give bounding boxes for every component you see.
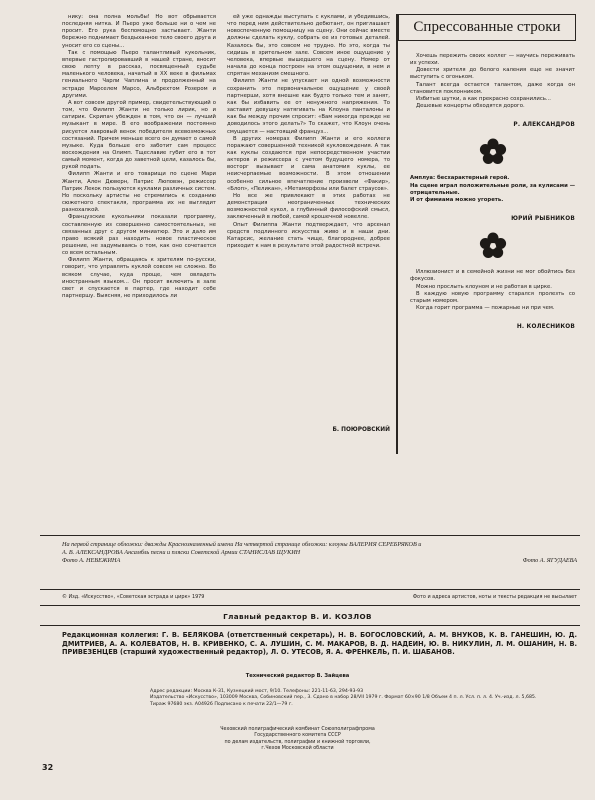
editorial-notice: Фото и адреса артистов, ноты и тексты редакция не высылает bbox=[412, 594, 577, 600]
aphorism: Можно прослыть клоуном и не работая в цирке. bbox=[416, 283, 552, 290]
paragraph: Филипп Жанти, обращаясь к зрителям по-русски, говорит, что управлять куклой совсем не сложно. Во всяком случае, куда проще, чем овладеть иностранным языком... Он просит включить в зале свет и спускается в партер, где находит себе партнершу. Выясняя, не приходилось ли bbox=[62, 257, 216, 300]
page-number: 32 bbox=[42, 763, 54, 772]
aphorisms-block-2 bbox=[410, 175, 575, 204]
paragraph: Французские кукольники показали программу, составленную из совершенно самостоятельных, не связанных друг с другом миниатюр. Это и дало им право всякий раз находить новое пластическое решение, не задумываясь о том, как оно сочетается со всем остальным. bbox=[62, 214, 216, 257]
paragraph: ей уже однажды выступать с куклами, и убедившись, что перед ним действительно дебютант, он приглашает новоспеченную помощницу на сцену. Они сейчас вместе должны сделать куклу, собрать ее из готовых деталей. Казалось бы, это совсем не трудно. Но это, когда ты сидишь в зрительном зале. Совсем иное ощущение у человека, впервые вышедшего на сцену. Номер от начала до конца построен на этом ощущении, в нем и спрятан механизм смешного. bbox=[227, 14, 390, 78]
photo-credit: Фото А. ЯГУДАЕВА bbox=[522, 557, 577, 565]
paragraph: А вот совсем другой пример, свидетельствующий о том, что Филипп Жанти не только лирик, но и сатирик. Скрипач убежден в том, что он — лучший музыкант в мире. В его воображении постоянно рисуется лавровый венок победителя всевозможных состязаний. Причем меньше всего он думает о самой музыке. Куда больше его заботит сам процесс восхождения на Олимп. Тщеславие губит его в тот самый момент, когда до заветной цели, казалось бы, рукой подать. bbox=[62, 99, 216, 171]
imprint-row bbox=[62, 594, 577, 600]
address-line: Издательство «Искусство», 103009 Москва, Собиновский пер., 3. Сдано в набор 28/VII 1979 г. Формат 60×90 1/8 Объем 4 п. л. Усл. п. л. 4. Уч.-изд. л. 5,685. bbox=[150, 695, 537, 701]
cover-captions bbox=[62, 541, 577, 566]
chief-editor: Главный редактор В. И. КОЗЛОВ bbox=[223, 612, 372, 621]
aphorism-author: Н. КОЛЕСНИКОВ bbox=[516, 324, 575, 331]
aphorism: Дешевые концерты обходятся дорого. bbox=[416, 103, 525, 110]
divider bbox=[40, 625, 580, 626]
paragraph: Опыт Филиппа Жанти подтверждает, что арсенал средств подлинного искусства живо и в наши дни. Катарсис, желание стать чище, благороднее, добрее приходит к нам в результате этой радостной встречи. bbox=[227, 221, 390, 249]
caption-line: На первой странице обложки: дважды Краснознаменный имени На четвертой странице обложки: клоуны ВАЛЕРИЯ СЕРЕБРЯКОВ и bbox=[62, 541, 422, 548]
divider bbox=[40, 589, 580, 590]
divider bbox=[40, 535, 580, 536]
divider bbox=[40, 605, 580, 606]
aphorism: Хочешь пережить своих коллег — научись переживать их успехи. bbox=[410, 53, 575, 67]
technical-editor: Технический редактор В. Зайцева bbox=[245, 673, 350, 679]
aphorism: Избитые шутки, а как прекрасно сохранились... bbox=[416, 95, 551, 102]
address-line: Адрес редакции: Москва К-31, Кузнецкий мост, 9/10. Телефоны: 221-11-63, 294-93-93 bbox=[150, 689, 364, 694]
aphorism: Амплуа: бесхарактерный герой. bbox=[410, 175, 510, 182]
aphorism: Когда горит программа — пожарные ни при чем. bbox=[416, 304, 555, 311]
paragraph: Филипп Жанти и его товарищи по сцене Мари Жанти, Ален Дюверн, Патрис Люповэн, режиссер Патрик Лекок пользуются куклами различных систем. Но поскольку артисты не стремились к созданию сюжетного спектакля, программа их не выглядит разнохалкой. bbox=[62, 171, 216, 214]
aphorism-author: ЮРИЙ РЫБНИКОВ bbox=[511, 216, 575, 223]
aphorism: Талант всегда остается талантом, даже когда он становится поклонником. bbox=[410, 81, 575, 95]
paragraph: В других номерах Филипп Жанти и его коллеги поражают совершенной техникой кукловождения. А так как куклы создаются при непосредственном участии актеров и режиссера с учетом будущего номера, то восторг вызывает и сама анатомия куклы, ее неисчерпаемые возможности. В этом отношении особенно сильное впечатление произвели «Факир», «Блоп», «Пеликан», «Метаморфозы или балет страусов». bbox=[227, 135, 390, 192]
aphorism: В каждую новую программу старался пролезть со старым номером. bbox=[410, 290, 575, 304]
printer-line: Чеховский полиграфический комбинат Союзполиграфпрома bbox=[220, 727, 375, 732]
aphorism: Иллюзионист и в семейной жизни не мог обойтись без фокусов. bbox=[410, 269, 575, 283]
article-column-2 bbox=[227, 14, 390, 434]
caption-line: А. В. АЛЕКСАНДРОВА Ансамбль песни и пляски Советской Армии СТАНИСЛАВ ЩУКИН bbox=[62, 549, 301, 557]
aphorism: На сцене играл положительные роли, за кулисами — отрицательные. bbox=[410, 182, 575, 196]
flower-ornament-icon bbox=[478, 137, 508, 167]
photo-credit: Фото А. НЕВЕЖИНА bbox=[62, 557, 121, 565]
publisher-address bbox=[150, 689, 575, 708]
aphorism: И от фимиама можно угореть. bbox=[410, 196, 504, 203]
column-divider bbox=[396, 14, 398, 454]
printer-line: по делам издательств, полиграфии и книжной торговли, bbox=[224, 739, 371, 745]
aphorism: Довести зрителя до белого каления еще не значит выступить с огоньком. bbox=[410, 67, 575, 81]
paragraph: Но все же привлекают в этих работах не демонстрация неограниченных технических возможностей кукол, а глубинный философский смысл, заключенный в любой, самой крошечной новелле. bbox=[227, 192, 390, 221]
aphorism-author: Р. АЛЕКСАНДРОВ bbox=[513, 122, 575, 129]
aphorisms-block-3 bbox=[410, 269, 575, 312]
flower-ornament-icon bbox=[478, 231, 508, 261]
sidebar-title: Спрессованные строки bbox=[398, 14, 576, 41]
sidebar-column bbox=[410, 14, 575, 454]
copyright-notice: © Изд. «Искусство», «Советская эстрада и цирк» 1979 bbox=[62, 594, 205, 600]
paragraph: нику: она полна мольбы! Но вот обрывается последняя нитка. И Пьеро уже больше ни о чем не просит. Его рука беспомощно застывает. Жанти бережно поднимает бездыханное тело своего друга и уносит его со сцены... bbox=[62, 14, 216, 49]
article-author: Б. ПОЮРОВСКИЙ bbox=[332, 426, 390, 433]
article-column-1 bbox=[62, 14, 216, 510]
printer-line: г.Чехов Московской области bbox=[261, 745, 334, 751]
aphorisms-block-1 bbox=[410, 53, 575, 110]
editorial-board: Редакционная коллегия: Г. В. БЕЛЯКОВА (ответственный секретарь), Н. В. БОГОСЛОВСКИЙ, А. М. ВНУКОВ, К. В. ГАНЕШИН, Ю. Д. ДМИТРИЕВ, А. А. КОЛЕВАТОВ, Н. В. КРИВЕНКО, С. А. ЛУШИН, С. М. МАКАРОВ, В. Д. НАДЕИН, Ю. В. НИКУЛИН, Л. М. ОШАНИН, Н. В. ПРИВЕЗЕНЦЕВ (старший художественный редактор), Л. О. УТЕСОВ, Я. А. ФРЕНКЕЛЬ, П. И. ШАБАНОВ. bbox=[62, 631, 577, 657]
paragraph: Так с помощью Пьеро талантливый кукольник, впервые гастролировавший в нашей стране, вносит свою лепту в рассказ, посвященный судьбе маленького человека, начатый в XX веке в фильмах гениального Чарли Чаплина и продолженный на эстраде Марселем Марсо, Альбрехтом Розером и другими. bbox=[62, 49, 216, 99]
printer-line: Государственного комитета СССР bbox=[254, 733, 341, 739]
printer-info bbox=[0, 727, 595, 752]
address-line: Тираж 97680 экз. А04926 Подписано к печати 22/1—79 г. bbox=[150, 701, 293, 707]
paragraph: Филипп Жанти не упускает ни одной возможности сохранить это первоначальное ощущение у своей партнерши, хотя внешне как будто только тем и занят, как бы избавить ее от ненужного напряжения. То заставит девушку натягивать на Клоуна панталоны и как бы между прочим спросит: «Вам никогда прежде не доводилось этого делать?» То скажет, что Клоун очень смущается — настоящий француз... bbox=[227, 78, 390, 135]
